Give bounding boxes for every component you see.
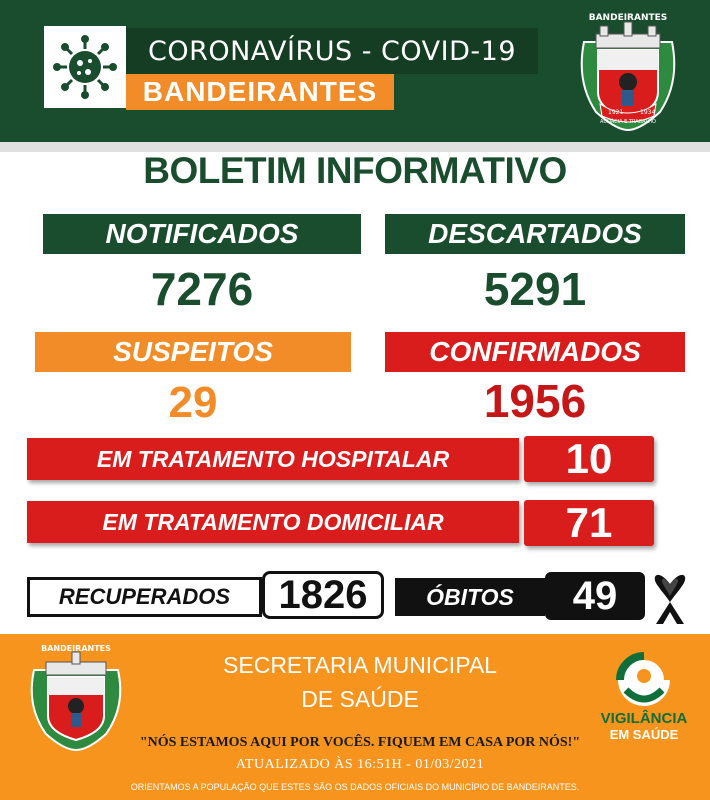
vigilancia-title: VIGILÂNCIA (600, 710, 688, 727)
stay-home-quote: "NÓS ESTAMOS AQUI POR VOCÊS. FIQUEM EM CASA POR NÓS!" (139, 735, 581, 750)
city-crest-footer-icon (18, 644, 134, 754)
mourning-ribbon-icon (648, 566, 692, 626)
crest-footer-name: BANDEIRANTES (41, 644, 111, 653)
confirmed-value: 1956 (483, 375, 587, 427)
hospital-treatment-value: 10 (524, 436, 654, 482)
secretaria-line-1: SECRETARIA MUNICIPAL (223, 652, 497, 678)
notified-value: 7276 (150, 263, 254, 315)
virus-logo-box (44, 26, 126, 108)
deaths-value: 49 (545, 572, 645, 620)
home-treatment-label: EM TRATAMENTO DOMICILIAR (27, 501, 519, 543)
home-treatment-value: 71 (524, 500, 654, 546)
bulletin-title: BOLETIM INFORMATIVO (143, 150, 567, 191)
crest-year-left: 1921 (608, 109, 624, 116)
orientation-note: ORIENTAMOS A POPULAÇÃO QUE ESTES SÃO OS DADOS OFICIAIS DO MUNICÍPIO DE BANDEIRANTES. (130, 782, 580, 792)
updated-timestamp: ATUALIZADO ÀS 16:51H - 01/03/2021 (235, 757, 485, 772)
crest-year-right: 1934 (640, 109, 656, 116)
campaign-title: CORONAVÍRUS - COVID-19 (126, 28, 538, 74)
crest-motto: AUDÁCIA E TRABALHO (600, 119, 656, 125)
city-crest-icon (566, 12, 690, 134)
suspected-value: 29 (168, 378, 218, 427)
recovered-label: RECUPERADOS (27, 577, 262, 617)
notified-label: NOTIFICADOS (43, 214, 361, 254)
confirmed-label: CONFIRMADOS (385, 332, 685, 372)
deaths-label: ÓBITOS (395, 578, 545, 616)
secretaria-line-2: DE SAÚDE (301, 686, 419, 712)
suspected-label: SUSPEITOS (35, 332, 351, 372)
discarded-label: DESCARTADOS (385, 214, 685, 254)
crest-name: BANDEIRANTES (588, 13, 668, 23)
city-name: BANDEIRANTES (126, 74, 394, 110)
recovered-value: 1826 (262, 571, 384, 619)
hospital-treatment-label: EM TRATAMENTO HOSPITALAR (27, 438, 519, 480)
vigilancia-subtitle: EM SAÚDE (609, 727, 679, 742)
discarded-value: 5291 (483, 263, 587, 315)
coronavirus-icon (53, 35, 117, 99)
